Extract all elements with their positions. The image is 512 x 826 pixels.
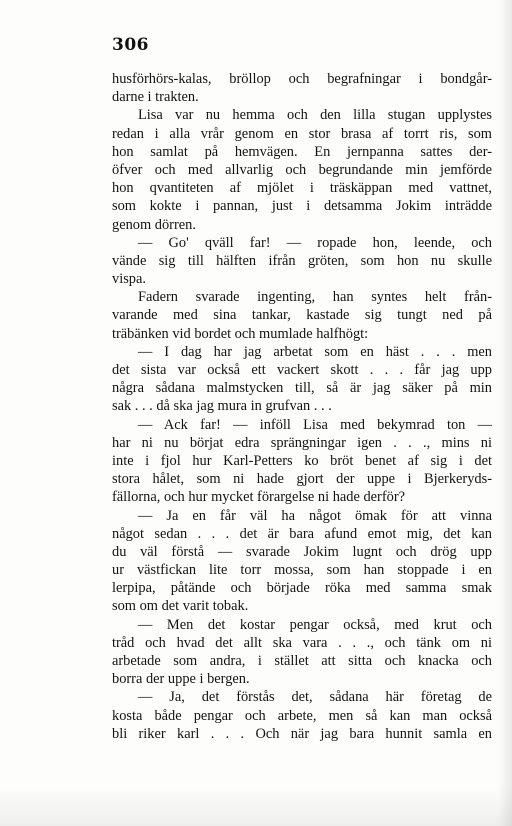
text-line: lerpipa, påtände och började röka med samma smak	[112, 580, 492, 597]
page-number: 306	[112, 35, 149, 55]
text-line: vände sig till hälften ifrån gröten, som hon nu skulle	[112, 252, 492, 269]
text-line: borra der uppe i bergen.	[112, 671, 250, 688]
text-line: redan i alla vrår genom en stor brasa af torrt ris, som	[112, 125, 492, 142]
text-line: stora hålet, som ni hade gjort der uppe i Bjerkeryds-	[112, 471, 492, 488]
text-line: Fadern svarade ingenting, han syntes helt från-	[138, 289, 492, 306]
text-line: — Ack far! — inföll Lisa med bekymrad ton —	[138, 416, 492, 433]
text-line: — Ja, det förstås det, sådana här företag de	[138, 689, 492, 706]
text-line: — I dag har jag arbetat som en häst . . . men	[138, 343, 492, 360]
text-line: träbänken vid bordet och mumlade halfhögt:	[112, 325, 369, 342]
text-line: öfver och med allvarlig och begrundande min jemförde	[112, 161, 492, 178]
text-line: bli riker karl . . . Och när jag bara hunnit samla en	[112, 725, 492, 742]
text-line: darne i trakten.	[112, 89, 199, 106]
text-line: några sådana malmstycken till, så är jag säker på min	[112, 380, 492, 397]
text-line: som om det varit tobak.	[112, 598, 249, 615]
text-line: har ni nu börjat edra sprängningar igen . . ., mins ni	[112, 434, 492, 451]
text-line: inte i fjol hur Karl-Petters ko bröt benet af sig i det	[112, 452, 492, 469]
text-line: varande med sina tankar, kastade sig tungt ned på	[112, 307, 492, 324]
text-line: sak . . . då ska jag mura in grufvan . . .	[112, 398, 332, 415]
text-line: — Ja en får väl ha något ömak för att vinna	[138, 507, 492, 524]
text-line: du väl förstå — svarade Jokim lugnt och drög upp	[112, 543, 492, 560]
text-line: hon qvantiteten af mjölet i träskäppan med vattnet,	[112, 180, 492, 197]
page-bottom-shadow	[0, 786, 512, 826]
text-line: husförhörs-kalas, bröllop och begrafningar i bondgår-	[112, 71, 492, 87]
text-line: ur västfickan lite torr mossa, som han stoppade i en	[112, 562, 492, 579]
page-gutter-shadow	[498, 0, 512, 826]
text-line: genom dörren.	[112, 216, 196, 233]
text-line: fällorna, och hur mycket förargelse ni hade derför?	[112, 489, 406, 506]
text-line: hon samlat på hemvägen. En jernpanna sattes der-	[112, 143, 492, 160]
text-line: det sista var också ett vackert skott . . . får jag upp	[112, 362, 492, 378]
text-line: något sedan . . . det är bara afund emot mig, det kan	[112, 525, 492, 542]
text-line: tråd och hvad det allt ska vara . . ., och tänk om ni	[112, 634, 492, 651]
text-line: — Go' qväll far! — ropade hon, leende, och	[138, 234, 492, 251]
text-line: — Men det kostar pengar också, med krut och	[138, 616, 492, 633]
text-line: som kokte i pannan, just i detsamma Jokim inträdde	[112, 198, 492, 215]
text-line: vispa.	[112, 271, 146, 288]
text-line: kosta både pengar och arbete, men så kan man också	[112, 707, 492, 724]
text-line: arbetade som andra, i stället att sitta och knacka och	[112, 653, 492, 669]
body-text	[112, 70, 492, 743]
text-line: Lisa var nu hemma och den lilla stugan upplystes	[138, 107, 492, 124]
